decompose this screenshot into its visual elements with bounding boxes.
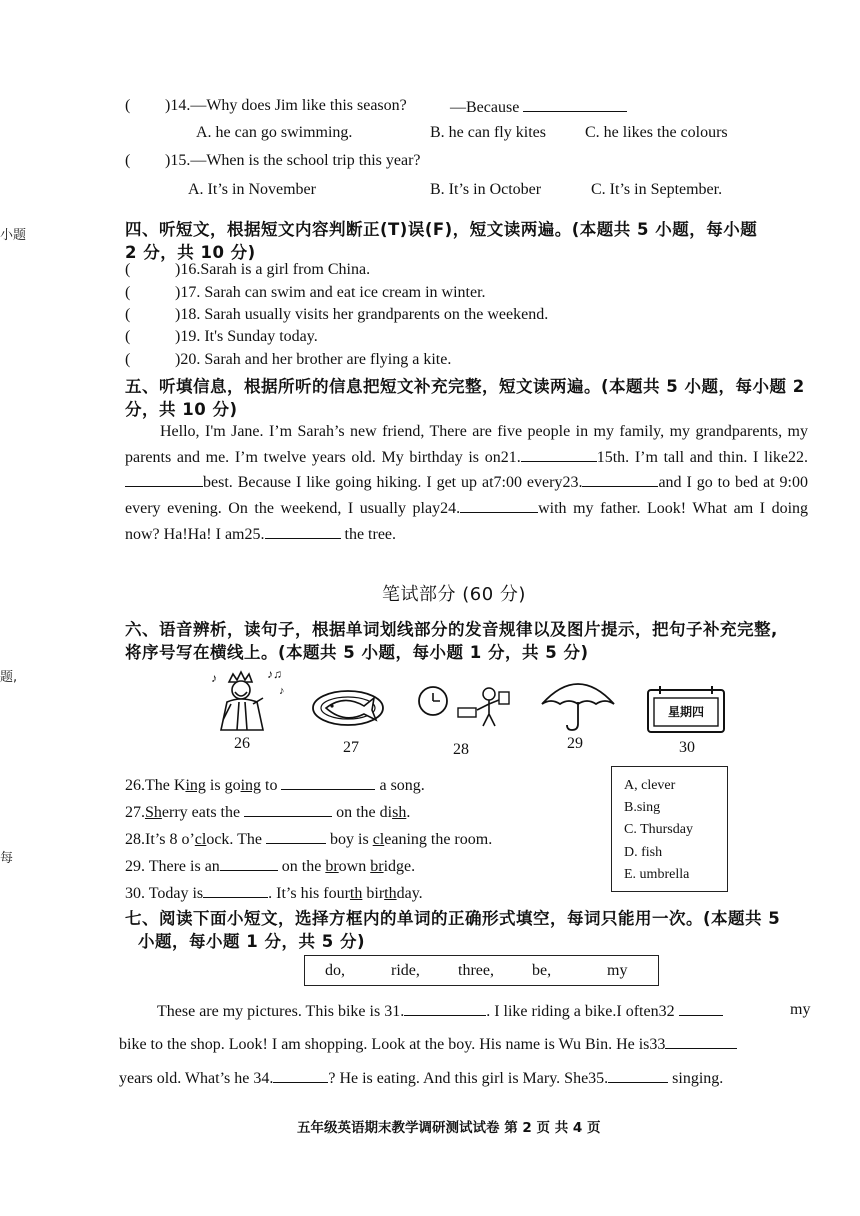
section7-heading-cont: 小题，每小题 1 分，共 5 分) <box>138 932 365 951</box>
section4-heading-cont: 2 分，共 10 分) <box>125 243 256 262</box>
svg-text:♪: ♪ <box>279 685 285 697</box>
section6-heading-cont: 将序号写在横线上。(本题共 5 小题，每小题 1 分，共 5 分) <box>125 643 589 662</box>
question-paren: ( <box>125 97 131 114</box>
listening-passage: Hello, I'm Jane. I’m Sarah’s new friend, There are five people in my family, my grandparents, my parents and me. I’m twelve years old. My birthday is on21. 15th. I’m tall and thin. I like22.best. Because I like going hiking. I get up at7:00 every23. and I go to bed at 9:00 every evening. On the weekend, I usually play24. with my father. Look! What am I doing now? Ha!Ha! I am25. the tree. <box>125 423 809 543</box>
reading-line-1-end: my <box>790 1001 811 1018</box>
question-14-stem: )14.—Why does Jim like this season? <box>165 97 407 114</box>
word-bank-item: be, <box>532 962 552 979</box>
picture-number: 28 <box>453 741 469 758</box>
word-bank-item: ride, <box>391 962 420 979</box>
answer-blank[interactable] <box>523 97 627 112</box>
option-a: A. he can go swimming. <box>196 124 353 141</box>
edge-fragment: 小题 <box>0 228 27 243</box>
section4-heading: 四、听短文，根据短文内容判断正(T)误(F)，短文读两遍。(本题共 5 小题，每小题 <box>125 220 758 239</box>
sentence-28: 28.It’s 8 o’clock. The boy is cleaning the room. <box>125 831 493 848</box>
section5-heading: 五、听填信息，根据所听的信息把短文补充完整，短文读两遍。(本题共 5 小题，每小题 2 <box>125 377 805 396</box>
sentence-26: 26.The King is going to a song. <box>125 777 425 794</box>
tf-paren: ( <box>125 261 131 278</box>
picture-number: 29 <box>567 735 583 752</box>
answer-blank-32[interactable] <box>679 1001 723 1016</box>
option-item: D. fish <box>624 844 663 860</box>
fish-on-plate-picture <box>310 678 390 728</box>
section5-heading-cont: 分，共 10 分) <box>125 400 238 419</box>
option-b: B. he can fly kites <box>430 124 546 141</box>
answer-blank-34[interactable] <box>273 1068 328 1083</box>
word-bank-item: do, <box>325 962 345 979</box>
edge-fragment: 每 <box>0 851 14 866</box>
answer-blank-24[interactable] <box>460 498 538 513</box>
tf-item-18: )18. Sarah usually visits her grandparents on the weekend. <box>175 306 549 323</box>
option-item: A, clever <box>624 778 676 793</box>
answer-blank-26[interactable] <box>281 775 375 790</box>
answer-blank-30[interactable] <box>203 883 268 898</box>
option-a: A. It’s in November <box>188 181 316 198</box>
answer-blank-27[interactable] <box>244 802 332 817</box>
tf-paren: ( <box>125 284 131 301</box>
option-b: B. It’s in October <box>430 181 542 198</box>
page-footer: 五年级英语期末教学调研测试试卷 第 2 页 共 4 页 <box>297 1120 601 1136</box>
option-item: B.sing <box>624 800 661 816</box>
word-bank-item: three, <box>458 962 494 979</box>
king-singing-picture <box>205 668 295 732</box>
option-item: C. Thursday <box>624 822 693 838</box>
picture-number: 26 <box>234 735 250 752</box>
answer-blank-28[interactable] <box>266 829 326 844</box>
answer-blank-35[interactable] <box>608 1068 668 1083</box>
reading-line-2: bike to the shop. Look! I am shopping. Look at the boy. His name is Wu Bin. He is33 <box>119 1034 737 1054</box>
question-14-tail: —Because <box>450 97 627 117</box>
umbrella-picture <box>538 680 618 732</box>
calendar-label: 星期四 <box>667 705 704 719</box>
sentence-29: 29. There is an on the brown bridge. <box>125 858 416 875</box>
answer-blank-29[interactable] <box>220 856 278 871</box>
picture-number: 30 <box>679 739 695 756</box>
option-c: C. he likes the colours <box>585 124 728 141</box>
word-bank-item: my <box>607 962 628 979</box>
answer-blank-22[interactable] <box>125 472 203 487</box>
tf-item-17: )17. Sarah can swim and eat ice cream in winter. <box>175 284 486 301</box>
sentence-27: 27.Sherry eats the on the dish. <box>125 804 411 821</box>
answer-blank-31[interactable] <box>404 1001 486 1016</box>
option-item: E. umbrella <box>624 866 690 882</box>
reading-line-3: years old. What’s he 34. ? He is eating. And this girl is Mary. She35. singing. <box>119 1070 724 1087</box>
answer-blank-23[interactable] <box>582 472 658 487</box>
picture-number: 27 <box>343 739 359 756</box>
sentence-30: 30. Today is . It’s his fourth birthday. <box>125 885 423 902</box>
option-c: C. It’s in September. <box>591 181 723 198</box>
written-part-title: 笔试部分 (60 分) <box>382 584 526 605</box>
question-paren: ( <box>125 152 131 169</box>
section6-heading: 六、语音辨析，读句子，根据单词划线部分的发音规律以及图片提示，把句子补充完整, <box>125 620 778 639</box>
svg-text:♪: ♪ <box>211 671 217 685</box>
tf-item-20: )20. Sarah and her brother are flying a kite. <box>175 351 452 368</box>
section7-heading: 七、阅读下面小短文，选择方框内的单词的正确形式填空，每词只能用一次。(本题共 5 <box>125 909 781 928</box>
edge-fragment: 题, <box>0 670 18 685</box>
answer-blank-25[interactable] <box>265 524 341 539</box>
answer-blank-21[interactable] <box>521 447 597 462</box>
word-bank-box <box>304 955 659 986</box>
question-15-stem: )15.—When is the school trip this year? <box>165 152 421 169</box>
tf-paren: ( <box>125 306 131 323</box>
tf-item-19: )19. It's Sunday today. <box>175 328 318 345</box>
answer-blank-33[interactable] <box>665 1034 737 1049</box>
svg-text:♪♫: ♪♫ <box>267 668 282 681</box>
answer-options-box <box>611 766 728 892</box>
clock-boy-cleaning-picture <box>416 682 516 732</box>
reading-line-1: These are my pictures. This bike is 31. . I like riding a bike.I often32 <box>157 1001 723 1021</box>
tf-paren: ( <box>125 351 131 368</box>
tf-item-16: )16.Sarah is a girl from China. <box>175 261 371 278</box>
tf-paren: ( <box>125 328 131 345</box>
